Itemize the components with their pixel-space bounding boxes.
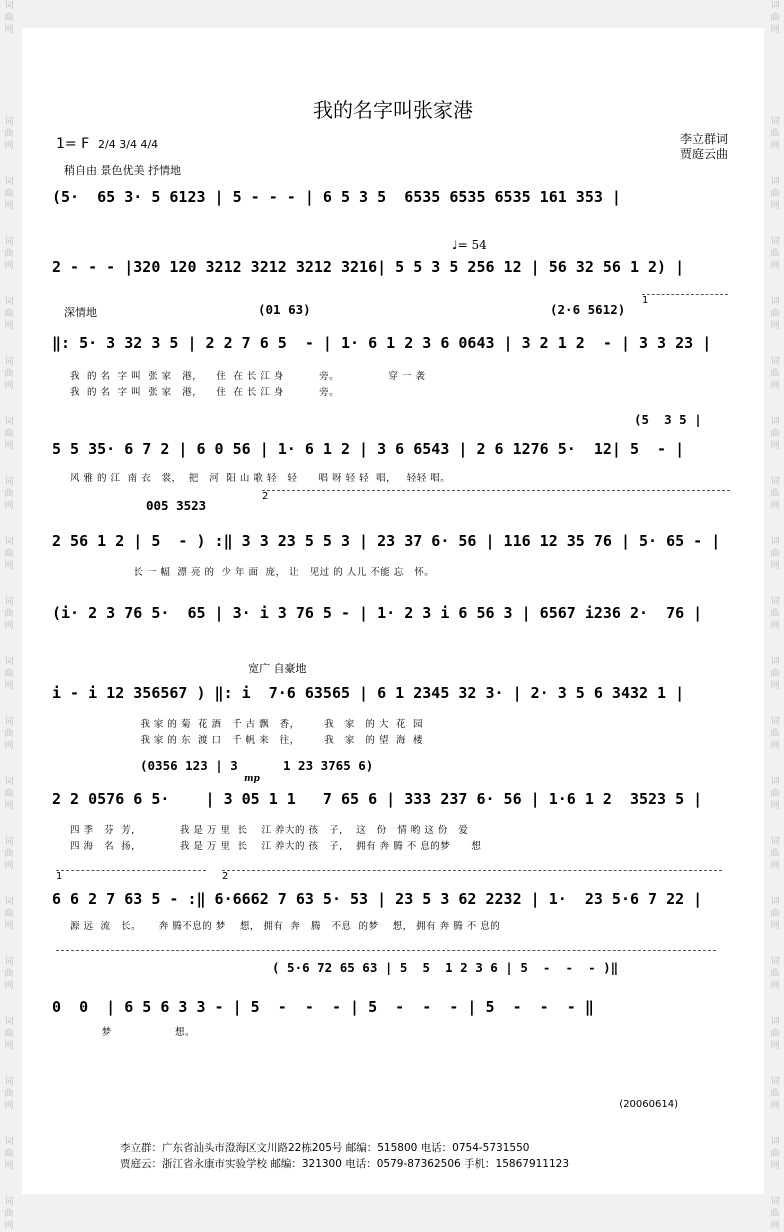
key-signature: 1= F 2/4 3/4 4/4	[56, 136, 159, 152]
accompaniment-line-4: (5 3 5 |	[634, 412, 702, 427]
lyricist-credit: 李立群词	[679, 132, 728, 146]
watermark-right: 词曲网 词曲网 词曲网 词曲网 词曲网 词曲网 词曲网 词曲网 词曲网 词曲网 词曲网 词曲网 词曲网 词曲网 词曲网 词曲网 词曲网 词曲网 词曲网 词曲网	[770, 1, 780, 1231]
notation-line-5: 2 56 1 2 | 5 - ) :‖ 3 3 23 5 5 3 | 23 37 6· 56 | 116 12 35 76 | 5· 65 - |	[52, 532, 721, 550]
lyrics-line-3-verse-1: 我 的 名 字 叫 张 家 港， 住 在 长 江 身 旁。 穿 一 袭	[70, 371, 426, 382]
contact-lyricist: 李立群：广东省汕头市澄海区文川路22栋205号 邮编：515800 电话：0754-5731550	[120, 1142, 530, 1154]
notation-line-4: 5 5 35· 6 7 2 | 6 0 56 | 1· 6 1 2 | 3 6 6543 | 2 6 1276 5· 12| 5 - |	[52, 440, 685, 458]
lyrics-line-8-verse-2: 四 海 名 扬， 我 是 万 里 长 江 养大的 孩 子， 拥有 奔 腾 不 息的梦 想	[70, 841, 482, 852]
accompaniment-line-8: (0356 123 | 3 1 23 3765 6)	[140, 758, 374, 773]
notation-line-1: (5· 65 3· 5 6123 | 5 - - - | 6 5 3 5 6535 6535 6535 161 353 |	[52, 188, 621, 206]
watermark-left: 词曲网 词曲网 词曲网 词曲网 词曲网 词曲网 词曲网 词曲网 词曲网 词曲网 词曲网 词曲网 词曲网 词曲网 词曲网 词曲网 词曲网 词曲网 词曲网 词曲网	[4, 1, 14, 1231]
volta-first-2: 1	[56, 870, 206, 882]
accompaniment-line-5: 005 3523	[146, 498, 207, 513]
composition-date: (20060614)	[619, 1099, 678, 1110]
notation-line-9: 6 6 2 7 63 5 - :‖ 6·6662 7 63 5· 53 | 23 5 3 62 2232 | 1· 23 5·6 7 22 |	[52, 890, 703, 908]
lyrics-line-5: 长 一 幅 漂 亮 的 少 年 面 庞， 让 见过 的 人儿 不能 忘 怀。	[70, 567, 435, 578]
volta-second-2: 2	[222, 870, 722, 882]
lyrics-line-7-verse-2: 我 家 的 东 渡 口 千 帆 来 往， 我 家 的 望 海 楼	[70, 735, 424, 746]
notation-line-8: 2 2 0576 6 5· | 3 05 1 1 7 65 6 | 333 237 6· 56 | 1·6 1 2 3523 5 |	[52, 790, 703, 808]
lyrics-line-8-verse-1: 四 季 芬 芳， 我 是 万 里 长 江 养大的 孩 子， 这 份 情 哟 这 份 爱	[70, 825, 469, 836]
volta-second-1: 2	[262, 490, 730, 502]
notation-line-10: 0 0 | 6 5 6 3 3 - | 5 - - - | 5 - - - | 5 - - - ‖	[52, 998, 594, 1016]
composer-credit: 贾庭云曲	[679, 147, 728, 161]
score-page	[22, 28, 764, 1194]
accompaniment-line-3a: (01 63)	[258, 302, 311, 317]
volta-end-line	[56, 950, 716, 951]
lyrics-line-7-verse-1: 我 家 的 菊 花 酒 千 古 飘 香， 我 家 的 大 花 园	[70, 719, 424, 730]
contact-info	[120, 1140, 569, 1172]
accompaniment-line-3b: (2·6 5612)	[550, 302, 626, 317]
page-title: 我的名字叫张家港	[313, 98, 473, 122]
expression-deep: 深情地	[64, 306, 97, 319]
contact-composer: 贾庭云：浙江省永康市实验学校 邮编：321300 电话：0579-87362506 手机：15867911123	[120, 1158, 570, 1170]
time-signature: 2/4 3/4 4/4	[98, 138, 159, 151]
notation-line-3: ‖: 5· 3 32 3 5 | 2 2 7 6 5 - | 1· 6 1 2 3 6 0643 | 3 2 1 2 - | 3 3 23 |	[52, 334, 712, 352]
notation-line-7: i - i 12 356567 ) ‖: i 7·6 63565 | 6 1 2345 32 3· | 2· 3 5 6 3432 1 |	[52, 684, 685, 702]
notation-line-2: 2 - - - |320 120 3212 3212 3212 3216| 5 5 3 5 256 12 | 56 32 56 1 2) |	[52, 258, 685, 276]
lyrics-line-9: 源 远 流 长。 奔 腾不息的 梦 想， 拥有 奔 腾 不息 的梦 想， 拥有 奔 腾 不 息的	[70, 921, 501, 932]
lyrics-line-4: 风 雅 的 江 南 衣 裳， 把 河 阳 山 歌 轻 轻 唱 呀 轻 轻 唱， 轻轻 唱。	[70, 473, 451, 484]
volta-first-1: 1	[642, 294, 728, 306]
expression-broad: 宽广 自豪地	[248, 662, 307, 675]
credits	[680, 132, 728, 162]
lyrics-line-3-verse-2: 我 的 名 字 叫 张 家 港， 住 在 长 江 身 旁。	[70, 387, 340, 398]
lyrics-line-10: 梦 想。	[70, 1027, 196, 1038]
dynamic-mp: mp	[244, 774, 260, 784]
tempo-marking: ♩= 54	[452, 238, 487, 252]
expression-intro: 稍自由 景色优美 抒情地	[64, 164, 181, 177]
notation-line-6: (i· 2 3 76 5· 65 | 3· i 3 76 5 - | 1· 2 3 i 6 56 3 | 6567 i236 2· 76 |	[52, 604, 703, 622]
accompaniment-line-10: ( 5·6 72 65 63 | 5 5 1 2 3 6 | 5 - - - )‖	[272, 960, 619, 975]
